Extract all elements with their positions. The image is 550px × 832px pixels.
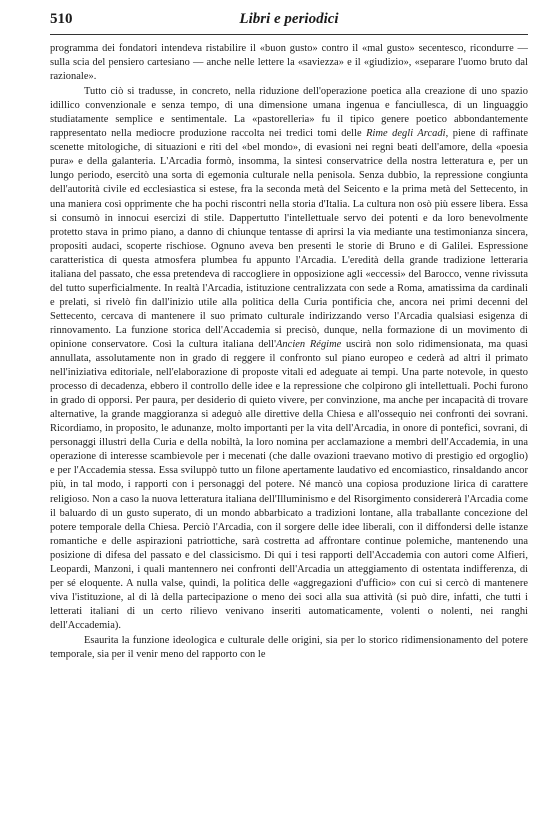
paragraph — [50, 85, 528, 633]
running-title: Libri e periodici — [239, 11, 339, 27]
paragraph-text: programma dei fondatori intendeva ristabilire il «buon gusto» contro il «mal gusto» secentesco, ricondurre — sulla scia del pensiero cartesiano — anche nelle lettere la «saviezza» e il «giudizio», «separare l'uomo bruto dal razionale». — [50, 43, 528, 83]
body-text — [50, 42, 528, 662]
paragraph — [50, 42, 528, 84]
paragraph — [50, 634, 528, 662]
italic-title: Ancien Régime — [276, 338, 342, 350]
paragraph-text: , piene di raffinate scenette mitologiche, di situazioni e riti del «bel mondo», di evasioni nei regni beati dell'amore, della «poesia pura» e della galanteria. L'Arcadia formò, insomma, la sintesi conservatrice della nostra letteratura e, per un lungo periodo, esercitò una sorta di egemonia culturale nella penisola. Senza dubbio, la repressione congiunta dell'autorità civile ed ecclesiastica si estese, fra la seconda metà del Seicento e la prima metà del Settecento, in una maniera così opprimente che ha pochi riscontri nella storia d'Italia. La cultura non osò più essere libera. Essa si consumò in innocui esercizi di stile. Dappertutto l'intellettuale servo dei potenti e da loro benevolmente protetto stava in primo piano, a danno di chiunque tentasse di aprirsi la via mediante una testimonianza sincera, propositi audaci, scoperte rischiose. Ognuno aveva ben presenti le storie di Bruno e di Galilei. Espressione caratteristica di questa atmosfera plumbea fu appunto l'Arcadia. L'eredità della grande tradizione letteraria italiana del passato, che essa pretendeva di raccogliere in opposizione agli «eccessi» del Barocco, venne rivissuta del tutto superficialmente. In realtà l'Arcadia, istituzione centralizzata con sede a Roma, amatissima da cardinali e prelati, si rivelò fin dall'inizio utile alla politica della Curia pontificia che, ancora nei primi decenni del Settecento, cercava di mantenere il suo primato culturale indirizzando verso l'Arcadia qualsiasi esigenza di rinnovamento. La funzione storica dell'Accademia si precisò, dunque, nella formazione di un movimento di opinione conservatore. Così la cultura italiana dell' — [50, 128, 528, 350]
page-header — [50, 10, 528, 35]
italic-title: Rime degli Arcadi — [366, 128, 446, 140]
paragraph-text: Esaurita la funzione ideologica e culturale delle origini, sia per lo storico ridimensionamento del potere temporale, sia per il venir meno del rapporto con le — [50, 634, 528, 661]
paragraph-text: uscirà non solo ridimensionata, ma quasi annullata, assolutamente non in grado di reggere il confronto sul piano europeo e cederà ad altri il primato nell'iniziativa editoriale, nell'elaborazione di proposte vitali ed adeguate ai tempi. Una parte notevole, in questo processo di decadenza, ebbero il controllo delle idee e la repressione che colpirono gli intellettuali. Pochi furono in grado di opporsi. Per paura, per desiderio di quieto vivere, per convinzione, ma anche per incapacità di trovare alternative, la grande maggioranza si adeguò alle direttive della Chiesa e all'ossequio nei confronti dei sovrani. Ricordiamo, in proposito, le adunanze, molto importanti per la vita dell'Arcadia, in onore di pontefici, sovrani, di personaggi illustri della Curia e della nobiltà, la loro nomina per acclamazione a membri dell'Accademia, in una operazione di interesse scambievole per i mecenati (che dalle ovazioni traevano motivo di prestigio ed orgoglio) e per l'Accademia stessa. Essa sviluppò tutto un filone apertamente laudativo ed encomiastico, rinsaldando ancor più, in tal modo, i rapporti con i personaggi del potere. Né mancò una copiosa produzione lirica di carattere religioso. Non a caso la nuova letteratura italiana dell'Illuminismo e del Risorgimento considererà l'Arcadia come il baluardo di un gusto superato, di un mondo abbarbicato a tradizioni lontane, alla traballante concezione del potere temporale della Chiesa. Perciò l'Arcadia, con il sorgere delle idee liberali, con il diffondersi delle istanze romantiche e delle aspirazioni patriottiche, sarà costretta ad affrontare continue polemiche, mantenendo una posizione di difesa del passato e del classicismo. Di qui i tesi rapporti dell'Accademia con autori come Alfieri, Leopardi, Manzoni, i quali mantennero nei confronti dell'Arcadia un atteggiamento di ostentata indifferenza, di per sé eloquente. A nulla valse, quindi, la politica delle «aggregazioni d'ufficio» con cui si cercò di mantenere viva l'istituzione, al di là della partecipazione o meno dei soci alla sua attività (si può dire, infatti, che tutti i letterati italiani di un certo rilievo venivano inseriti automaticamente, volenti o nolenti, nei ranghi dell'Accademia). — [50, 338, 528, 631]
page-number: 510 — [50, 11, 73, 27]
paragraph-text: Tutto ciò si tradusse, in concreto, nella riduzione dell'operazione poetica alla creazione di uno spazio idillico convenzionale e senza tempo, di una dimensione umana ingenua e fanciullesca, di un linguaggio studiatamente semplice e sentimentale. La «pastorelleria» fu il tipico genere poetico abbondantemente rappresentato nella mediocre produzione raccolta nei tredici tomi delle — [50, 86, 528, 140]
book-page — [50, 10, 528, 822]
